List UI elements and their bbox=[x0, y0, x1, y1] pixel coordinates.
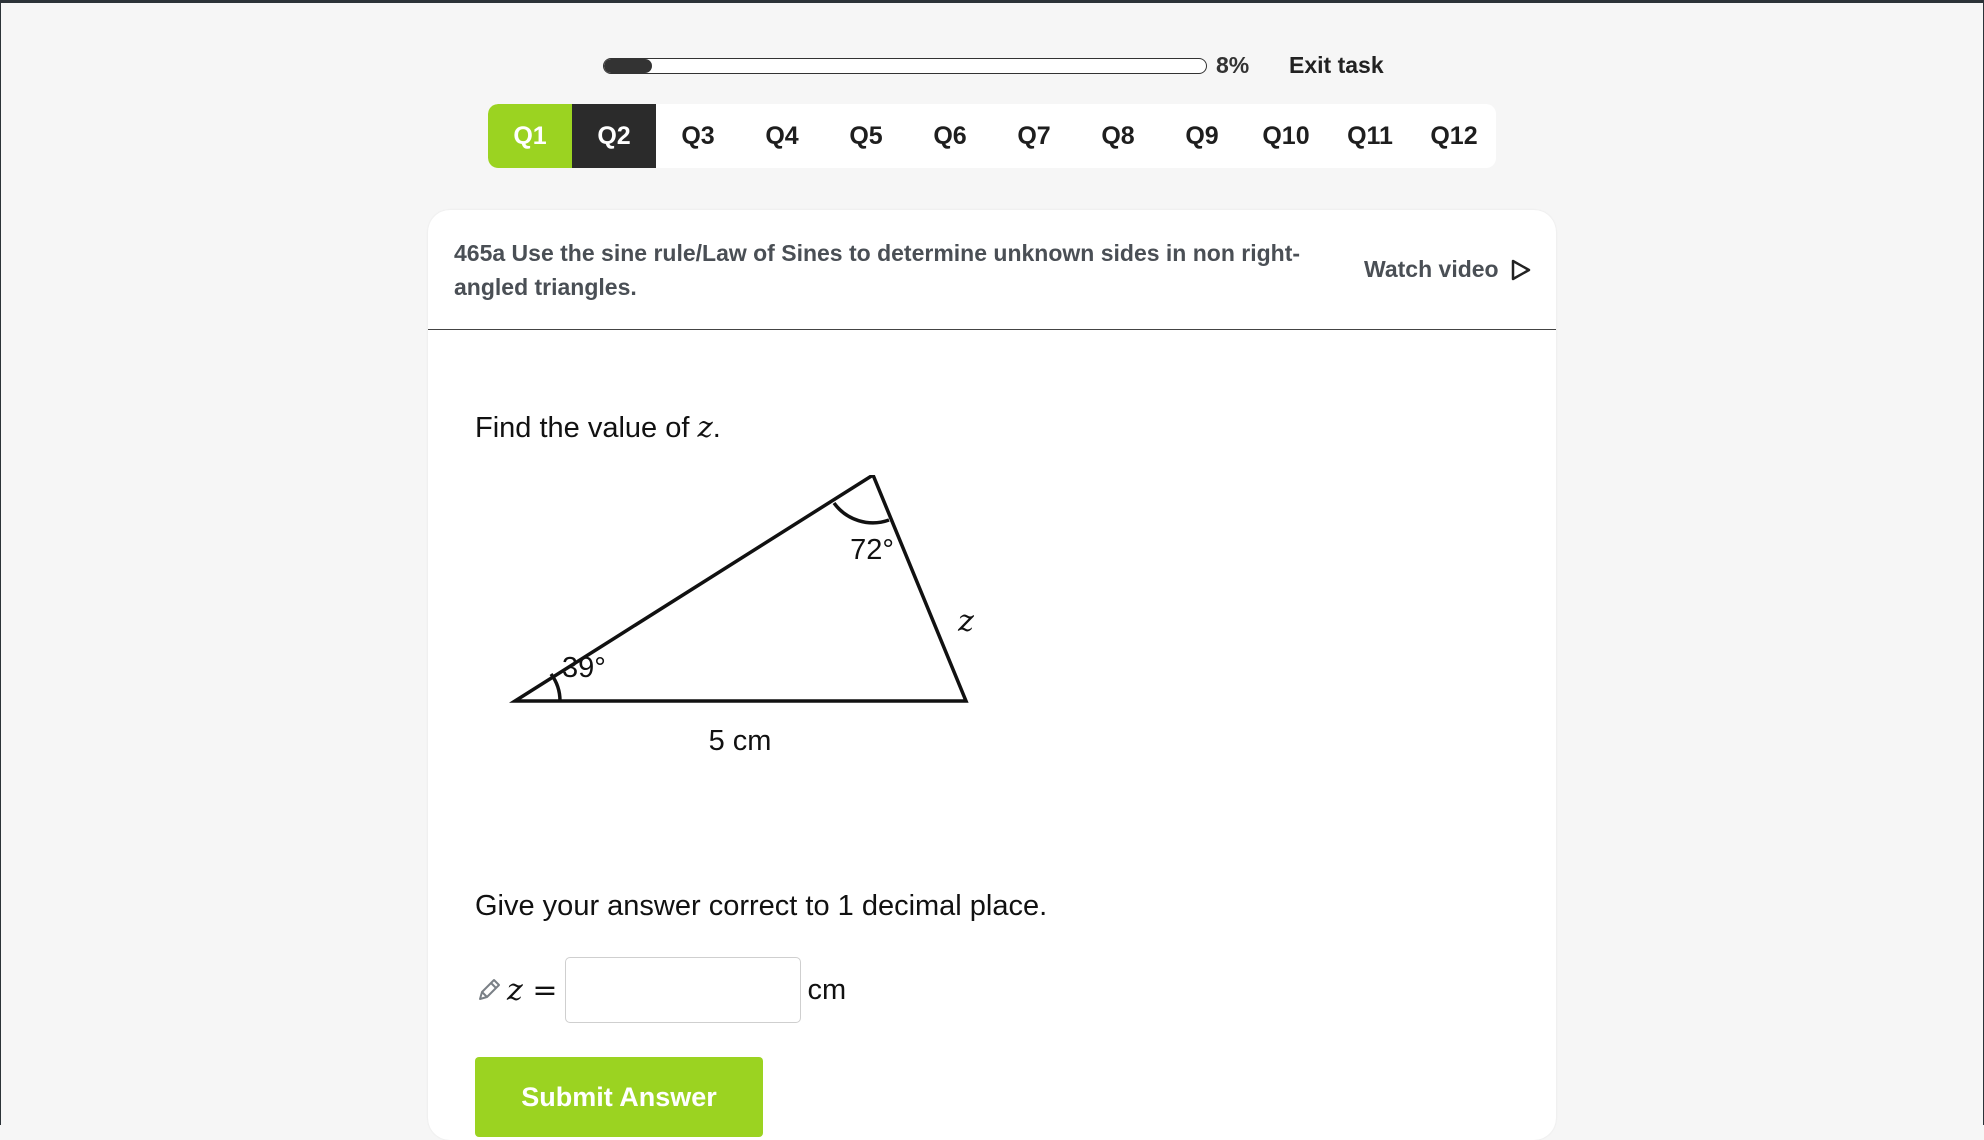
tab-q6[interactable]: Q6 bbox=[933, 121, 967, 150]
card-header bbox=[428, 210, 1556, 330]
tab-q10[interactable]: Q10 bbox=[1262, 121, 1310, 150]
tab-q8[interactable]: Q8 bbox=[1101, 121, 1135, 150]
tab-q7[interactable]: Q7 bbox=[1017, 121, 1051, 150]
tab-q4[interactable]: Q4 bbox=[765, 121, 799, 150]
progress-percentage: 8% bbox=[1216, 52, 1250, 78]
learning-objective: 465a Use the sine rule/Law of Sines to determine unknown sides in non right-angled triangles. bbox=[454, 240, 1301, 300]
tab-q9[interactable]: Q9 bbox=[1185, 121, 1219, 150]
angle-label-top: 72° bbox=[850, 534, 894, 566]
triangle-diagram bbox=[478, 475, 978, 805]
side-label-z: z bbox=[958, 604, 974, 639]
answer-row bbox=[475, 956, 846, 1024]
angle-arc-top bbox=[834, 503, 889, 523]
progress-bar bbox=[603, 58, 1207, 74]
question-tabs bbox=[488, 104, 1496, 168]
answer-label: z = bbox=[507, 972, 558, 1008]
window-left-edge bbox=[0, 0, 1, 1125]
prompt-text: Find the value of bbox=[475, 412, 698, 444]
question-card bbox=[428, 210, 1556, 1140]
exit-task-link[interactable]: Exit task bbox=[1289, 52, 1384, 78]
tab-q5[interactable]: Q5 bbox=[849, 121, 883, 150]
window-top-edge bbox=[0, 0, 1984, 3]
prompt-suffix: . bbox=[712, 412, 721, 444]
answer-unit: cm bbox=[807, 973, 847, 1006]
question-prompt bbox=[475, 410, 721, 445]
angle-label-bottom-left: 39° bbox=[562, 652, 606, 684]
watch-video-label: Watch video bbox=[1364, 256, 1499, 282]
answer-input[interactable] bbox=[565, 957, 801, 1023]
play-icon bbox=[1511, 259, 1531, 281]
tab-q1[interactable]: Q1 bbox=[488, 104, 572, 168]
watch-video-button[interactable] bbox=[1364, 256, 1531, 283]
tab-q12[interactable]: Q12 bbox=[1430, 121, 1478, 150]
tab-q2[interactable]: Q2 bbox=[572, 104, 656, 168]
tab-q11[interactable]: Q11 bbox=[1347, 121, 1393, 150]
tab-q3[interactable]: Q3 bbox=[681, 121, 715, 150]
prompt-variable: z bbox=[697, 410, 713, 444]
pencil-icon bbox=[475, 976, 503, 1004]
side-label-bottom: 5 cm bbox=[708, 725, 772, 757]
submit-answer-button[interactable]: Submit Answer bbox=[475, 1057, 763, 1137]
progress-bar-fill bbox=[604, 59, 652, 73]
angle-arc-bottom-left bbox=[551, 674, 560, 701]
answer-instruction: Give your answer correct to 1 decimal place. bbox=[475, 890, 1048, 922]
